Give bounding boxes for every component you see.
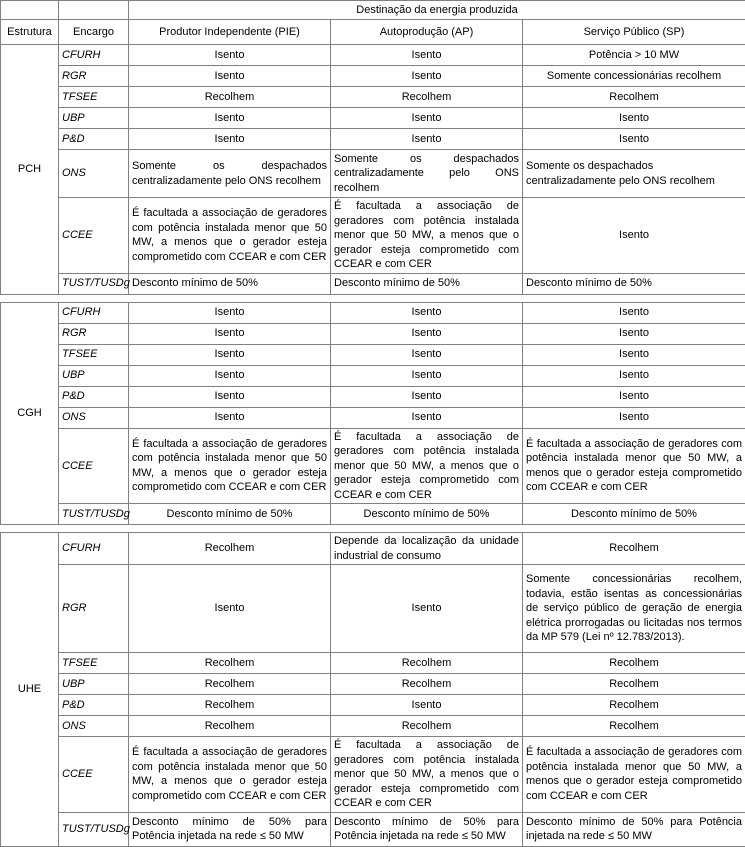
table-row bbox=[1, 716, 745, 737]
table-row bbox=[1, 273, 745, 294]
cell-ap: Isento bbox=[331, 386, 523, 407]
cell-sp: Isento bbox=[523, 129, 745, 150]
encargo-label: CFURH bbox=[59, 302, 129, 323]
table-row bbox=[1, 653, 745, 674]
cell-sp: Isento bbox=[523, 407, 745, 428]
cell-sp: Recolhem bbox=[523, 653, 745, 674]
encargo-label: ONS bbox=[59, 716, 129, 737]
cell-ap: Isento bbox=[331, 129, 523, 150]
encargo-label: P&D bbox=[59, 129, 129, 150]
header-column-row bbox=[1, 20, 745, 45]
cell-pie: Isento bbox=[129, 323, 331, 344]
table-row bbox=[1, 344, 745, 365]
header-corner-blank bbox=[1, 1, 59, 20]
cell-ap: Somente os despachados centralizadamente pelo ONS recolhem bbox=[331, 150, 523, 198]
encargo-label: TFSEE bbox=[59, 87, 129, 108]
encargo-label: CCEE bbox=[59, 428, 129, 504]
cell-pie: Isento bbox=[129, 66, 331, 87]
column-header-ap: Autoprodução (AP) bbox=[331, 20, 523, 45]
cell-pie: Isento bbox=[129, 565, 331, 653]
cell-pie: Isento bbox=[129, 344, 331, 365]
encargo-label: RGR bbox=[59, 66, 129, 87]
cell-sp: Somente os despachados centralizadamente pelo ONS recolhem bbox=[523, 150, 745, 198]
cell-ap: Isento bbox=[331, 695, 523, 716]
cell-ap: Isento bbox=[331, 565, 523, 653]
encargos-table-uhe bbox=[0, 532, 745, 847]
column-header-pie: Produtor Independente (PIE) bbox=[129, 20, 331, 45]
table-body-pch bbox=[1, 45, 745, 295]
table-row bbox=[1, 565, 745, 653]
cell-pie: É facultada a associação de geradores com potência instalada menor que 50 MW, a menos que o gerador esteja comprometido com CCEAR e com CER bbox=[129, 198, 331, 274]
cell-sp: Desconto mínimo de 50% bbox=[523, 504, 745, 525]
cell-sp: Isento bbox=[523, 302, 745, 323]
cell-ap: Recolhem bbox=[331, 653, 523, 674]
table-row bbox=[1, 674, 745, 695]
encargo-label: P&D bbox=[59, 386, 129, 407]
cell-ap: Recolhem bbox=[331, 716, 523, 737]
cell-pie: Recolhem bbox=[129, 716, 331, 737]
cell-ap: Desconto mínimo de 50% bbox=[331, 273, 523, 294]
table-row bbox=[1, 66, 745, 87]
encargo-label: RGR bbox=[59, 565, 129, 653]
encargo-label: ONS bbox=[59, 407, 129, 428]
cell-ap: Isento bbox=[331, 344, 523, 365]
cell-pie: Isento bbox=[129, 108, 331, 129]
cell-pie: Isento bbox=[129, 407, 331, 428]
structure-label-cgh: CGH bbox=[1, 302, 59, 525]
cell-ap: Recolhem bbox=[331, 87, 523, 108]
cell-ap: Isento bbox=[331, 45, 523, 66]
cell-sp: Desconto mínimo de 50% para Potência injetada na rede ≤ 50 MW bbox=[523, 812, 745, 846]
cell-sp: Recolhem bbox=[523, 674, 745, 695]
header-group-title: Destinação da energia produzida bbox=[129, 1, 745, 20]
table-body-cgh bbox=[1, 302, 745, 525]
cell-sp: Isento bbox=[523, 386, 745, 407]
encargo-label: TUST/TUSDg bbox=[59, 812, 129, 846]
table-row bbox=[1, 504, 745, 525]
table-row bbox=[1, 812, 745, 846]
cell-sp: Isento bbox=[523, 198, 745, 274]
cell-pie: Desconto mínimo de 50% bbox=[129, 273, 331, 294]
encargo-label: RGR bbox=[59, 323, 129, 344]
table-body-uhe bbox=[1, 533, 745, 847]
cell-pie: Desconto mínimo de 50% bbox=[129, 504, 331, 525]
encargo-label: UBP bbox=[59, 674, 129, 695]
cell-pie: É facultada a associação de geradores com potência instalada menor que 50 MW, a menos que o gerador esteja comprometido com CCEAR e com CER bbox=[129, 737, 331, 813]
cell-ap: Desconto mínimo de 50% para Potência injetada na rede ≤ 50 MW bbox=[331, 812, 523, 846]
table-row bbox=[1, 533, 745, 565]
cell-pie: Isento bbox=[129, 302, 331, 323]
cell-sp: Isento bbox=[523, 344, 745, 365]
cell-sp: Recolhem bbox=[523, 533, 745, 565]
cell-ap: Isento bbox=[331, 323, 523, 344]
cell-sp: Isento bbox=[523, 108, 745, 129]
column-header-sp: Serviço Público (SP) bbox=[523, 20, 745, 45]
cell-pie: Recolhem bbox=[129, 533, 331, 565]
cell-pie: Recolhem bbox=[129, 653, 331, 674]
header-group-row bbox=[1, 1, 745, 20]
cell-sp: Recolhem bbox=[523, 87, 745, 108]
table-header bbox=[1, 1, 745, 45]
cell-sp: Isento bbox=[523, 323, 745, 344]
cell-ap: Isento bbox=[331, 365, 523, 386]
cell-ap: Recolhem bbox=[331, 674, 523, 695]
cell-ap: Depende da localização da unidade industrial de consumo bbox=[331, 533, 523, 565]
cell-sp: Potência > 10 MW bbox=[523, 45, 745, 66]
cell-pie: Isento bbox=[129, 365, 331, 386]
encargo-label: UBP bbox=[59, 365, 129, 386]
structure-label-pch: PCH bbox=[1, 45, 59, 295]
encargo-label: ONS bbox=[59, 150, 129, 198]
cell-pie: Recolhem bbox=[129, 674, 331, 695]
column-header-estrutura: Estrutura bbox=[1, 20, 59, 45]
cell-pie: Isento bbox=[129, 129, 331, 150]
table-row bbox=[1, 695, 745, 716]
table-row bbox=[1, 150, 745, 198]
encargo-label: CCEE bbox=[59, 198, 129, 274]
encargo-label: TFSEE bbox=[59, 653, 129, 674]
cell-ap: Desconto mínimo de 50% bbox=[331, 504, 523, 525]
cell-pie: É facultada a associação de geradores com potência instalada menor que 50 MW, a menos que o gerador esteja comprometido com CCEAR e com CER bbox=[129, 428, 331, 504]
cell-ap: Isento bbox=[331, 66, 523, 87]
cell-ap: Isento bbox=[331, 407, 523, 428]
column-header-encargo: Encargo bbox=[59, 20, 129, 45]
cell-pie: Desconto mínimo de 50% para Potência injetada na rede ≤ 50 MW bbox=[129, 812, 331, 846]
table-row bbox=[1, 87, 745, 108]
cell-ap: É facultada a associação de geradores com potência instalada menor que 50 MW, a menos que o gerador esteja comprometido com CCEAR e com CER bbox=[331, 428, 523, 504]
encargo-label: CCEE bbox=[59, 737, 129, 813]
table-row bbox=[1, 108, 745, 129]
cell-ap: É facultada a associação de geradores com potência instalada menor que 50 MW, a menos que o gerador esteja comprometido com CCEAR e com CER bbox=[331, 737, 523, 813]
cell-sp: Recolhem bbox=[523, 716, 745, 737]
cell-pie: Somente os despachados centralizadamente pelo ONS recolhem bbox=[129, 150, 331, 198]
encargo-label: TUST/TUSDg bbox=[59, 273, 129, 294]
cell-sp: Desconto mínimo de 50% bbox=[523, 273, 745, 294]
encargo-label: CFURH bbox=[59, 45, 129, 66]
cell-sp: Somente concessionárias recolhem bbox=[523, 66, 745, 87]
cell-sp: Somente concessionárias recolhem, todavia, estão isentas as concessionárias de serviço público de geração de energia elétrica prorrogadas ou licitadas nos termos da MP 579 (Lei nº 12.783/2013). bbox=[523, 565, 745, 653]
cell-ap: É facultada a associação de geradores com potência instalada menor que 50 MW, a menos que o gerador esteja comprometido com CCEAR e com CER bbox=[331, 198, 523, 274]
cell-sp: É facultada a associação de geradores com potência instalada menor que 50 MW, a menos que o gerador esteja comprometido com CCEAR e com CER bbox=[523, 737, 745, 813]
encargo-label: TUST/TUSDg bbox=[59, 504, 129, 525]
cell-pie: Isento bbox=[129, 386, 331, 407]
encargo-label: TFSEE bbox=[59, 344, 129, 365]
encargo-label: P&D bbox=[59, 695, 129, 716]
structure-label-uhe: UHE bbox=[1, 533, 59, 847]
table-row bbox=[1, 386, 745, 407]
cell-sp: Recolhem bbox=[523, 695, 745, 716]
cell-ap: Isento bbox=[331, 302, 523, 323]
encargo-label: UBP bbox=[59, 108, 129, 129]
header-corner-blank-2 bbox=[59, 1, 129, 20]
table-row bbox=[1, 129, 745, 150]
cell-pie: Isento bbox=[129, 45, 331, 66]
table-row bbox=[1, 428, 745, 504]
encargos-table-pch bbox=[0, 0, 745, 295]
cell-pie: Recolhem bbox=[129, 87, 331, 108]
cell-ap: Isento bbox=[331, 108, 523, 129]
encargo-label: CFURH bbox=[59, 533, 129, 565]
table-row bbox=[1, 407, 745, 428]
table-row bbox=[1, 365, 745, 386]
table-row bbox=[1, 323, 745, 344]
table-row bbox=[1, 45, 745, 66]
table-row bbox=[1, 737, 745, 813]
table-row bbox=[1, 198, 745, 274]
encargos-table-cgh bbox=[0, 302, 745, 526]
cell-sp: É facultada a associação de geradores com potência instalada menor que 50 MW, a menos que o gerador esteja comprometido com CCEAR e com CER bbox=[523, 428, 745, 504]
cell-pie: Recolhem bbox=[129, 695, 331, 716]
cell-sp: Isento bbox=[523, 365, 745, 386]
table-row bbox=[1, 302, 745, 323]
